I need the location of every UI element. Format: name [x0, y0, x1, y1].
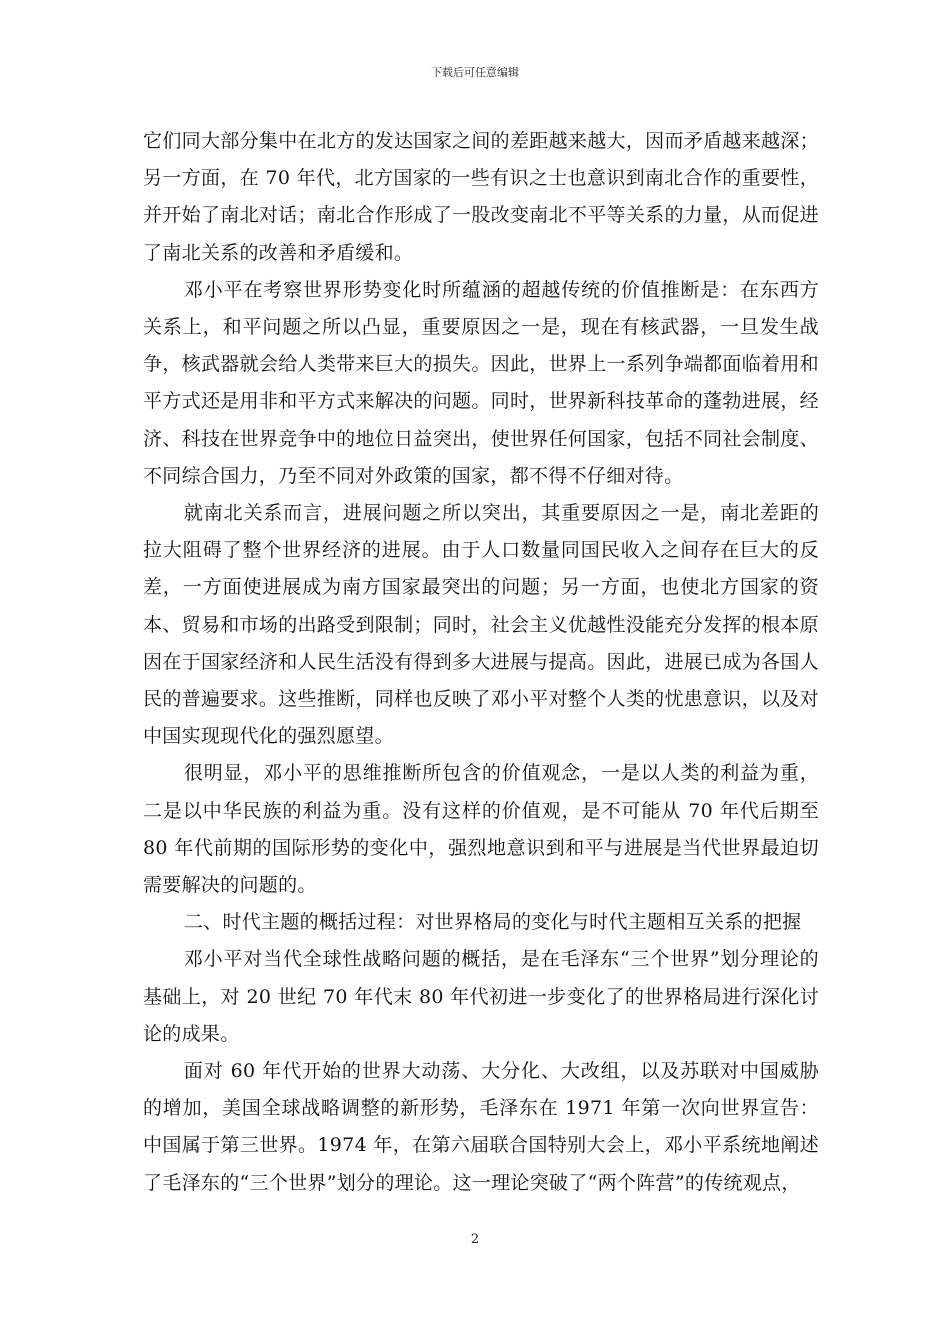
page-header: 下载后可任意编辑: [431, 66, 519, 79]
paragraph-continued: 它们同大部分集中在北方的发达国家之间的差距越来越大，因而矛盾越来越深；另一方面，在 70 年代，北方国家的一些有识之士也意识到南北合作的重要性，并开始了南北对话；南北合作形成了一股改变南北不平等关系的力量，从而促进了南北关系的改善和矛盾缓和。: [143, 130, 819, 264]
paragraph-value-judgment: 邓小平在考察世界形势变化时所蕴涵的超越传统的价值推断是：在东西方关系上，和平问题之所以凸显，重要原因之一是，现在有核武器，一旦发生战争，核武器就会给人类带来巨大的损失。因此，世界上一系列争端都面临着用和平方式还是用非和平方式来解决的问题。同时，世界新科技革命的蓬勃进展，经济、科技在世界竞争中的地位日益突出，使世界任何国家，包括不同社会制度、不同综合国力，乃至不同对外政策的国家，都不得不仔细对待。: [143, 278, 819, 487]
paragraph-three-worlds: 邓小平对当代全球性战略问题的概括，是在毛泽东“三个世界”划分理论的基础上，对 20 世纪 70 年代末 80 年代初进一步变化了的世界格局进行深化讨论的成果。: [143, 948, 819, 1045]
paragraph-1970s: 面对 60 年代开始的世界大动荡、大分化、大改组，以及苏联对中国威胁的增加，美国全球战略调整的新形势，毛泽东在 1971 年第一次向世界宣告：中国属于第三世界。1974 年，在第六届联合国特别大会上，邓小平系统地阐述了毛泽东的“三个世界”划分的理论。这一理论突破了“两个阵营”的传统观点，: [143, 1060, 819, 1194]
section-heading: 二、时代主题的概括过程：对世界格局的变化与时代主题相互关系的把握: [183, 911, 802, 934]
paragraph-north-south: 就南北关系而言，进展问题之所以突出，其重要原因之一是，南北差距的拉大阻碍了整个世界经济的进展。由于人口数量同国民收入之间存在巨大的反差，一方面使进展成为南方国家最突出的问题；另一方面，也使北方国家的资本、贸易和市场的出路受到限制；同时，社会主义优越性没能充分发挥的根本原因在于国家经济和人民生活没有得到多大进展与提高。因此，进展已成为各国人民的普遍要求。这些推断，同样也反映了邓小平对整个人类的忧患意识，以及对中国实现现代化的强烈愿望。: [143, 502, 819, 748]
paragraph-values: 很明显，邓小平的思维推断所包含的价值观念，一是以人类的利益为重，二是以中华民族的利益为重。没有这样的价值观，是不可能从 70 年代后期至 80 年代前期的国际形势的变化中，强烈地意识到和平与进展是当代世界最迫切需要解决的问题的。: [143, 762, 819, 897]
document-body: [143, 123, 819, 1202]
page-number: 2: [470, 1232, 480, 1247]
